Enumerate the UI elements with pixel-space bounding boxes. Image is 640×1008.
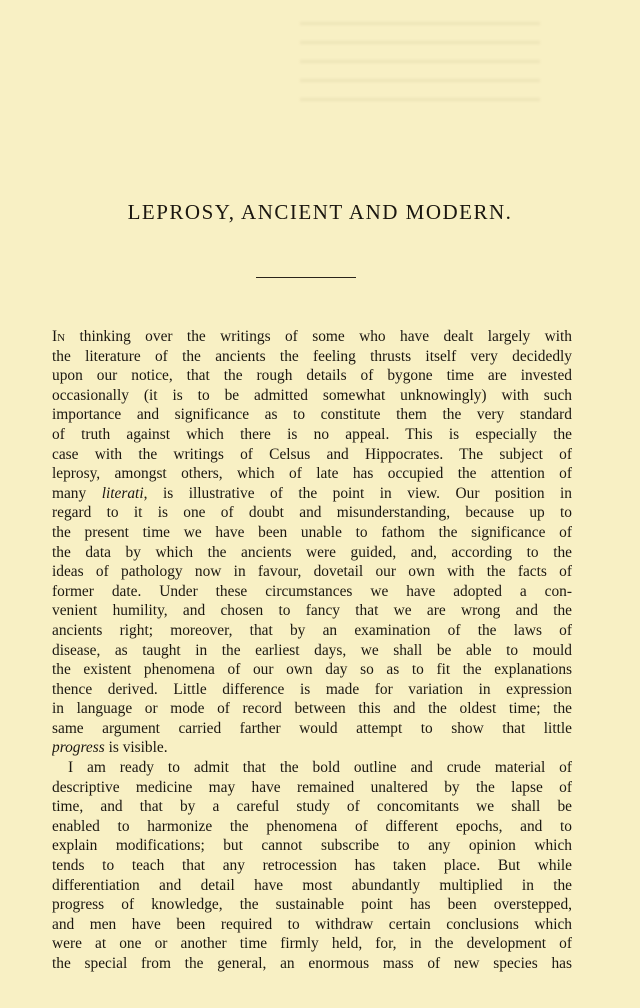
- text-line: ancients right; moreover, that by an examination of the laws of: [52, 621, 572, 639]
- text-line: venient humility, and chosen to fancy that we are wrong and the: [52, 602, 572, 620]
- text-line: the present time we have been unable to fathom the significance of: [52, 523, 572, 541]
- text-line: were at one or another time firmly held, for, in the development of: [52, 935, 572, 953]
- text-line: regard to it is one of doubt and misunderstanding, because up to: [52, 504, 572, 522]
- text-line: of truth against which there is no appeal. This is especially the: [52, 425, 572, 443]
- text-line: case with the writings of Celsus and Hippocrates. The subject of: [52, 445, 572, 463]
- text-line: and men have been required to withdraw certain conclusions which: [52, 915, 572, 933]
- opening-word: In: [52, 328, 66, 345]
- text-line: In thinking over the writings of some who have dealt largely with: [52, 328, 572, 345]
- text-line: the data by which the ancients were guided, and, according to the: [52, 543, 572, 561]
- body-text: [52, 327, 572, 974]
- text-line: the existent phenomena of our own day so as to fit the explanations: [52, 661, 572, 679]
- text-line: thence derived. Little difference is made for variation in expression: [52, 680, 572, 698]
- text-line: time, and that by a careful study of concomitants we shall be: [52, 798, 572, 816]
- text-line: occasionally (it is to be admitted somewhat unknowingly) with such: [52, 386, 572, 404]
- title-rule: [256, 277, 356, 278]
- show-through-text: [300, 22, 540, 112]
- italic-literati: literati: [101, 484, 144, 502]
- text-line: same argument carried farther would attempt to show that little: [52, 719, 572, 737]
- text-line: leprosy, amongst others, which of late has occupied the attention of: [52, 465, 572, 483]
- text-line: explain modifications; but cannot subscribe to any opinion which: [52, 837, 572, 855]
- text-line: progress is visible.: [52, 739, 168, 757]
- chapter-title: LEPROSY, ANCIENT AND MODERN.: [127, 200, 513, 224]
- text-line: I am ready to admit that the bold outline and crude material of: [68, 759, 572, 777]
- text-line: progress of knowledge, the sustainable point has been overstepped,: [52, 896, 572, 914]
- text-line: enabled to harmonize the phenomena of different epochs, and to: [52, 817, 572, 835]
- text-line: disease, as taught in the earliest days, we shall be able to mould: [52, 641, 572, 659]
- text-line: the literature of the ancients the feeling thrusts itself very decidedly: [52, 347, 572, 365]
- text-line: differentiation and detail have most abundantly multiplied in the: [52, 876, 572, 894]
- text-line: importance and significance as to constitute them the very standard: [52, 406, 572, 424]
- paragraph-1: [52, 327, 572, 758]
- text-line: former date. Under these circumstances we have adopted a con-: [52, 582, 572, 600]
- italic-progress: progress: [52, 739, 105, 757]
- text-line: upon our notice, that the rough details of bygone time are invested: [52, 367, 572, 385]
- text-line: in language or mode of record between this and the oldest time; the: [52, 700, 572, 718]
- paragraph-2: [52, 758, 572, 974]
- text-line: many literati, is illustrative of the point in view. Our position in: [52, 484, 572, 502]
- text-line: ideas of pathology now in favour, dovetail our own with the facts of: [52, 563, 572, 581]
- text-line: tends to teach that any retrocession has taken place. But while: [52, 857, 572, 875]
- text-line: the special from the general, an enormous mass of new species has: [52, 955, 572, 972]
- text-line: descriptive medicine may have remained unaltered by the lapse of: [52, 778, 572, 796]
